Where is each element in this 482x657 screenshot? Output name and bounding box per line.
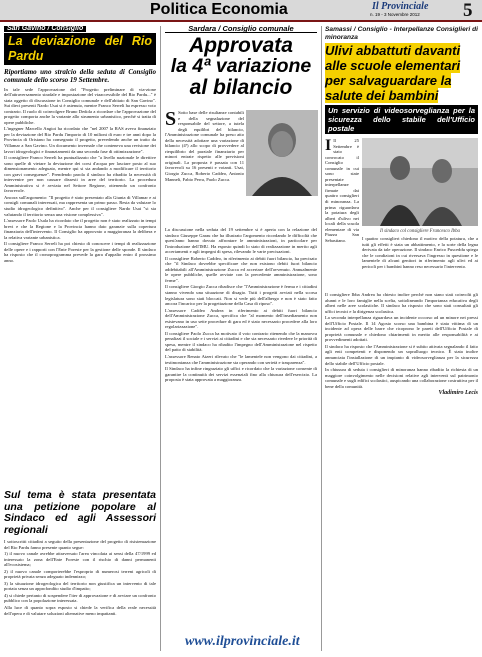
right-body — [362, 236, 478, 270]
paragraph: L'ingegner Marcello Angioi ha ricordato che "nel 2007 la RAS aveva finanziato per la deviazione del Rio Pardu l'importo di 10 milioni di euro e tre anni dopo la Provincia di Oristano ha consegnato il progetto, prevedendo anche un tratto da Villamar a San Gavino. Un documento invernale che conteneva una revisione dei lavori idrogeologici e finanziamenti da una seconda fase di ottimizzazione". — [4, 126, 156, 154]
paragraph: Il consigliere Giorgio Zucca ribadisce che "l'Amministrazione è ferma e i cittadini stanno vivendo una situazione di disagio. Tutti i progetti avviati nella scorsa legislatura sono stati bloccati. Non si vede più dell'albergo e non è stato fatto ancora l'incarico per la progettazione della Casa di riposo". — [165, 284, 317, 307]
right-body-continued — [325, 292, 478, 397]
paragraph: 2) il nuovo canale comporterebbe l'esproprio di numerosi terreni agricoli di proprietà privata senza adeguato indennizzo; — [4, 568, 156, 580]
left-headline: La deviazione del Rio Pardu — [4, 33, 156, 65]
paragraph: Il consigliere Ibba Andrea ha chiesto inoltre perché non siano stati coinvolti gli alunni e le loro famiglie nella scelta, sottolineando l'importanza educativa degli alberi nelle aree scolastiche. Il sindaco ha risposto che sono stati consultati gli uffici tecnici e la dirigenza scolastica. — [325, 292, 478, 314]
right-headline-line: alle scuole elementari — [325, 58, 461, 73]
right-headline-line: per salvaguardare la — [325, 73, 452, 88]
footer-url[interactable]: www.ilprovinciale.it — [185, 634, 300, 649]
right-headline-line: Ulivi abbattuti davanti — [325, 43, 461, 58]
paragraph: 3) la situazione idrogeologica del territorio non giustifica un intervento di tale portata senza un approfondito studio d'impatto; — [4, 580, 156, 592]
paragraph: I sottoscritti cittadini a seguito della presentazione del progetto di risistemazione del Rio Pardu fanno presente quanto segue: — [4, 539, 156, 550]
left-article — [4, 26, 156, 265]
left-box-headline: Sul tema è stata presentata una petizione popolare al Sindaco ed agli Assessori regionali — [4, 489, 156, 536]
center-headline-line: la 4ª variazione — [170, 54, 312, 77]
paragraph: Il consigliere Paolo Zucca ha motivato il voto contrario ritenendo che la manovra penalizzi il sociale e i servizi ai cittadini e che sia necessario rivedere le priorità di spesa, mentre il sindaco ha ribadito l'impegno dell'Amministrazione nel rispetto del patto di stabilità. — [165, 330, 317, 353]
man-portrait-icon — [246, 110, 318, 196]
page-number: 5 — [463, 0, 473, 21]
publication-logo: Il Provinciale — [372, 1, 429, 12]
center-headline-line: Approvata — [189, 33, 293, 57]
dropcap: S — [165, 108, 177, 130]
right-intro — [325, 138, 359, 244]
center-body — [165, 110, 244, 183]
center-headline-line: al bilancio — [189, 75, 293, 99]
paragraph: Il consigliere Roberto Caddeo, in riferimento ai debiti fuori bilancio, ha precisato che "il Sindaco dovrebbe specificare che non esistono debiti fuori bilancio addebitabili all'Amministrazione Zucca ed accertare dell'avvenuto. Annualmente le opere pubbliche, quelle avviate con la precedente amministrazione, sono ferme". — [165, 255, 317, 283]
paragraph: Il Sindaco ha infine ringraziato gli uffici e ricordato che la variazione consente di garantire la continuità dei servizi essenziali fino alla chiusura dell'esercizio. La proposta è stata approvata a maggioranza. — [165, 366, 317, 383]
paragraph: La discussione nella seduta del 19 settembre si è aperta con la relazione del sindaco Giuseppe Garau che ha illustrato l'argomento ricordando le difficoltà che quest'anno hanno dovuto affrontare le amministrazioni, in particolare per l'introduzione dell'IMU. Ha esposto quindi lo stato di realizzazione in merito agli accertamenti e agli impegni di spesa, rilevando le varie precisazioni. — [165, 227, 317, 255]
paragraph: In tale sede l'approvazione del "Progetto preliminare di via-zione dell'attraversamento stradale e impostazione del viaaccessibile del Rio Pardu..." è stata oggetto di discussione in Consiglio comunale e dell'abitato di San Gavino". Sui dieci presenti Nardo Usai si è astenuto, mentre Franco Serreli ha espresso voto contrario. Il ruolo di coinvolgere Bruno Dedola a ricordare che l'approvazione del progetto comporta anche la variante allo strumento urbanistico, perché si tratta di opere pubbliche. — [4, 86, 156, 125]
paragraph: L'assessore Caddeo Andrea in riferimento ai debiti fuori bilancio dell'Amministrazione Zucca, specifica che "al momento dell'insediamento non esistevano in uso sette procedure di gara ed è stato necessario procedere alla loro regolarizzazione". — [165, 307, 317, 330]
paragraph: Il sindaco ha risposto che l'Amministrazione si è subito attivata segnalando il fatto agli enti competenti e disponendo un sopralluogo tecnico. È stata inoltre annunciata l'installazione di un impianto di videosorveglianza per la sicurezza dello stabile dell'Ufficio postale. — [325, 343, 478, 366]
right-article — [325, 26, 478, 134]
column-divider — [160, 26, 161, 651]
left-body — [4, 87, 156, 264]
paragraph: L'assessore Paolo Usala ha ricordato che il progetto non è stato realizzato in tempi brevi e che la Regione e la Provincia hanno dato garanzie sulla copertura finanziaria dell'intervento. Il Consiglio ha approvato a maggioranza la delibera e la relativa variante urbanistica. — [4, 218, 156, 240]
paragraph: Alla luce di quanto sopra esposto si chiede la verifica della reale necessità dell'opera e di valutare soluzioni alternative meno impattanti. — [4, 605, 156, 616]
paragraph: S Sotto base delle risultanze contabili e della segnalazione del responsabile del settore, a tutela degli equilibri del bilancio, l'Amministrazione comunale ha preso atto della necessità adottare una variazione di bilancio (4ª) allo scopo di provvedere al riequilibrio del parziale finanziario per minori entrate rispetto alle previsioni originali. La proposta è passata con 11 favorevoli su 16 presenti e votanti. Usai, Giorgio Zucca, Roberto Caddeo, Antonio Manneli, Fabio Perra, Paolo Zucca. — [165, 108, 244, 182]
center-photo — [246, 110, 318, 196]
paragraph: Il consigliere Franco Serreli ha poi chiesto di conoscere i tempi di realizzazione delle opere e i rapporti con l'Ente Foreste per la gestione delle sponde. Il sindaco ha risposto che il cronoprogramma prevede la gara d'appalto entro il prossimo anno. — [4, 241, 156, 263]
dropcap: I — [325, 137, 332, 154]
section-title: Politica Economia — [150, 1, 288, 18]
paragraph: I Il 25 Settembre è stato convocato il Consiglio comunale in cui sono state presentate interpellanze firmate dai quattro consiglieri di minoranza. La prima riguardava la potatura degli alberi d'ulivo nei locali della scuola elementare di via Piazza San Sebastiano. — [325, 137, 359, 243]
column-divider — [321, 26, 322, 651]
paragraph: La seconda interpellanza riguardava un incidente occorso ad un minore nei pressi dell'Ufficio Postale. Il 14 Agosto scorso una bambina è stata vittima di un incidente ad opera delle barre che ricoprono le pareti dell'Ufficio Postale di proprietà comunale e chiedono chiarimenti in merito alle responsabilità e ai provvedimenti adottati. — [325, 315, 478, 343]
center-body-continued — [165, 227, 317, 384]
left-box — [4, 490, 156, 617]
left-kicker: San Gavino / Consiglio — [4, 26, 86, 32]
right-kicker: Samassi / Consiglio - Interpellanze Consiglieri di minoranza — [325, 26, 478, 41]
center-article — [165, 26, 317, 98]
paragraph: I quattro consiglieri chiedono il motivo della potatura, che a tutti gli effetti è stata un abbattimento, e la sorte della legna derivata da tale operazione. Il sindaco Enrico Pusceddu spiega che le condizioni in cui riversava l'ingresso in questione e le lamentele di alcuni genitori in riferimento agli ulivi ed ai pericoli per i bambini hanno reso necessario l'intervento. — [362, 236, 478, 269]
paragraph: 1) il nuovo canale avrebbe attraversato l'area vincolata ai sensi della 47/1999 ed interessato la zona dell'Ente Foreste con il rischio di danni permanenti all'ecosistema; — [4, 551, 156, 568]
people-photo-icon — [362, 138, 478, 226]
paragraph: L'assessore Renato Atzeri rilevato che "le lamentele non vengono dai cittadini, a testimonianza che l'amministrazione sta operando con serietà e trasparenza". — [165, 354, 317, 365]
center-kicker: Sardara / Consiglio comunale — [165, 26, 317, 33]
page-header — [0, 0, 482, 22]
right-headline-line: salute dei bambini — [325, 88, 439, 103]
right-headline — [325, 43, 478, 103]
paragraph: 4) si chiede pertanto di sospendere l'iter di approvazione e di avviare un confronto pubblico con la popolazione interessata. — [4, 592, 156, 604]
paragraph: In chiusura di seduta i consiglieri di minoranza hanno ribadito la richiesta di un maggiore coinvolgimento nelle decisioni relative agli interventi sul patrimonio comunale e sugli edifici scolastici, auspicando una collaborazione costruttiva per il bene della comunità. — [325, 367, 478, 389]
center-headline — [165, 35, 317, 98]
right-deck: Un servizio di videosorveglianza per la sicurezza dello stabile dell'Ufficio postale — [325, 105, 478, 134]
issue-meta: n. 19 - 3 Novembre 2012 — [370, 12, 420, 17]
left-lead: Riportiamo uno stralcio della seduta di Consiglio comunale dello scorso 19 Settembre. — [4, 67, 156, 84]
paragraph: Ancora sull'argomento: "Il progetto è stato presentato alla Giunta di Villamar e ai consigli comunali interessati, ma rappresenta un primo passo. Resta da valutare lo studio idrogeologico definitivo". Anche per il consigliere Nardo Usai "si sta valutando il territorio senza una visione complessiva". — [4, 194, 156, 217]
photo-caption: Il sindaco col consigliere Francesco Ibba — [380, 229, 460, 234]
right-photo — [362, 138, 478, 226]
paragraph: Il consigliere Franco Serreli ha puntualizzato che "a livello nazionale le direttive sono quelle di vietare la deviazione dei corsi d'acqua per lasciare posto al suo dimensionamento adeguato, mentre qui si sta andando a modificare il territorio con gravi conseguenze". Prendendo parola il sindaco ha ribadito la necessità di intervenire per non causare dissesti in aree del territorio. La procedura Amministrativa si è avviata nel Settore Regione, ottenendo un confronto favorevole. — [4, 155, 156, 194]
article-signature: Vladimiro Lecis — [438, 390, 478, 397]
